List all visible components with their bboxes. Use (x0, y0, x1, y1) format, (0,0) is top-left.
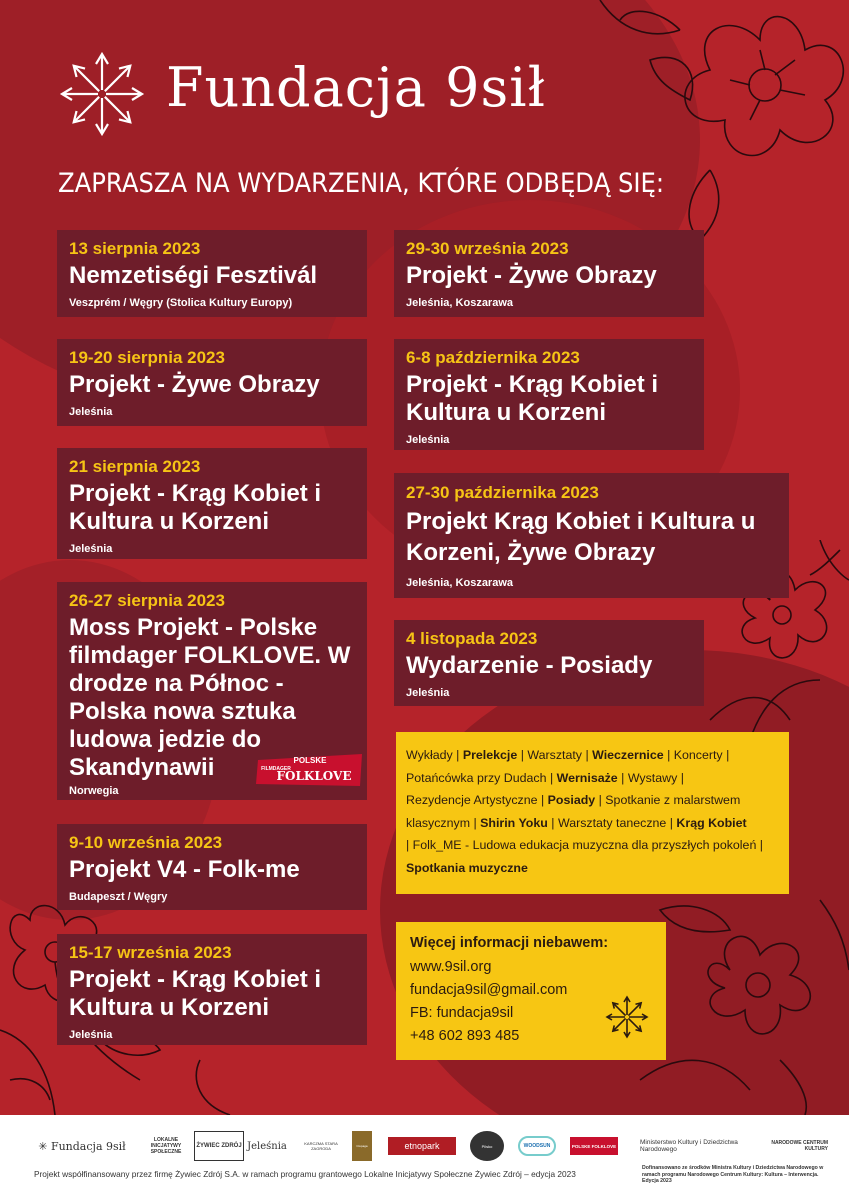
activity-item: Rezydencje Artystyczne (406, 793, 538, 807)
phone-number[interactable]: +48 602 893 485 (410, 1028, 520, 1044)
activity-item: Prelekcje (462, 748, 518, 762)
activity-item: Krąg Kobiet (676, 815, 747, 830)
logo-ciupaga: Ciupaga (352, 1131, 372, 1161)
event-date: 27-30 października 2023 (406, 483, 599, 502)
stamp-line1: POLSKE (293, 756, 327, 765)
folklove-stamp (254, 752, 366, 788)
logo-lokalne-inicjatywy: LOKALNE INICJATYWY SPOŁECZNE (150, 1137, 182, 1155)
event-title: Projekt - Żywe Obrazy (69, 371, 320, 398)
website-link[interactable]: www.9sil.org (410, 959, 492, 975)
event-card (394, 473, 789, 598)
event-title: Moss Projekt - Polske filmdager FOLKLOVE. W drodze na Północ - Polska nowa sztuka ludowa jedzie do Skandynawii (69, 614, 351, 781)
logo-jelesnia: Jeleśnia (247, 1140, 287, 1152)
background-shape (380, 650, 849, 1170)
activity-item: Wernisaże (556, 770, 618, 785)
logo-ministerstwo: Ministerstwo Kultury i Dziedzictwa Narodowego (640, 1139, 738, 1153)
star-icon (604, 994, 650, 1040)
stamp-line2: FILMDAGER (261, 766, 291, 772)
logo-woodsun: WOODSUN (518, 1136, 556, 1156)
event-location: Jeleśnia (69, 543, 113, 555)
event-card (394, 620, 704, 706)
activity-item: Koncerty (673, 748, 723, 762)
event-location: Jeleśnia (406, 434, 450, 446)
logo-karczma: KARCZMA STARA ZAGRODA (304, 1141, 338, 1151)
event-title: Projekt - Żywe Obrazy (406, 262, 657, 289)
event-date: 26-27 sierpnia 2023 (69, 591, 225, 610)
funding-note: Projekt współfinansowany przez firmę Żywiec Zdrój S.A. w ramach programu grantowego Lokalne Inicjatywy Społeczne Żywiec Zdrój – edycja 2023 (34, 1169, 576, 1179)
activity-item: Shirin Yoku (480, 815, 548, 830)
logo-pilsko: Pilsko (470, 1131, 504, 1161)
organization-name: Fundacja 9sił (166, 56, 546, 119)
event-date: 19-20 sierpnia 2023 (69, 348, 225, 367)
logo-nck: NARODOWE CENTRUM KULTURY (771, 1140, 828, 1152)
event-title: Projekt - Krąg Kobiet i Kultura u Korzeni (69, 480, 322, 535)
logo-zywiec-zdroj: ŻYWIEC ZDRÓJ (194, 1131, 244, 1161)
event-location: Budapeszt / Węgry (69, 891, 168, 903)
activity-item: Wieczernice (592, 748, 664, 762)
activity-item: Spotkania muzyczne (406, 860, 528, 875)
event-title: Projekt - Krąg Kobiet i Kultura u Korzeni (406, 371, 659, 426)
event-card (57, 339, 367, 426)
event-card (394, 339, 704, 450)
event-location: Jeleśnia, Koszarawa (406, 577, 514, 589)
event-title: Projekt Krąg Kobiet i Kultura u Korzeni, Żywe Obrazy (406, 508, 756, 566)
event-card (57, 824, 367, 910)
contact-info-box (396, 922, 666, 1060)
event-location: Norwegia (69, 785, 119, 797)
email-link[interactable]: fundacja9sil@gmail.com (410, 982, 568, 998)
event-title: Projekt - Krąg Kobiet i Kultura u Korzeni (69, 966, 322, 1021)
event-title: Wydarzenie - Posiady (406, 652, 653, 679)
event-date: 15-17 września 2023 (69, 943, 232, 962)
event-card (57, 934, 367, 1045)
event-location: Jeleśnia (69, 406, 113, 418)
event-title: Projekt V4 - Folk-me (69, 856, 300, 883)
activity-item: Potańcówka przy Dudach (406, 770, 547, 785)
logo-etnopark: etnopark (388, 1137, 456, 1155)
logo-star-icon (56, 48, 148, 140)
stamp-line3: FOLKLOVE (276, 769, 352, 783)
facebook-link[interactable]: FB: fundacja9sil (410, 1005, 514, 1021)
sponsor-logos (32, 1131, 827, 1165)
event-date: 9-10 września 2023 (69, 833, 223, 852)
event-location: Jeleśnia (69, 1029, 113, 1041)
event-location: Jeleśnia (406, 687, 450, 699)
logo-polske-folklove: POLSKE FOLKLOVE (570, 1137, 618, 1155)
event-date: 29-30 września 2023 (406, 239, 569, 258)
activity-item: Warsztaty (527, 748, 582, 762)
activity-item: Folk_ME - Ludowa edukacja muzyczna dla przyszłych pokoleń (412, 838, 757, 852)
event-date: 21 sierpnia 2023 (69, 457, 201, 476)
event-date: 13 sierpnia 2023 (69, 239, 201, 258)
event-title: Nemzetiségi Fesztivál (69, 262, 318, 289)
event-location: Jeleśnia, Koszarawa (406, 297, 514, 309)
event-card (57, 230, 367, 317)
event-card (57, 448, 367, 559)
event-date: 4 listopada 2023 (406, 629, 538, 648)
event-card (394, 230, 704, 317)
event-location: Veszprém / Węgry (Stolica Kultury Europy) (69, 297, 293, 309)
funding-note-ministry: Dofinansowano ze środków Ministra Kultury i Dziedzictwa Narodowego w ramach programu Narodowego Centrum Kultury: Kultura – Interwencja. Edycja 2023 (642, 1165, 824, 1184)
activity-item: Posiady (547, 793, 596, 807)
logo-fundacja: ✳ Fundacja 9sił (38, 1139, 126, 1153)
activity-item: Wykłady (406, 748, 453, 762)
footer (0, 1115, 849, 1200)
info-heading: Więcej informacji niebawem: (410, 935, 609, 951)
event-date: 6-8 października 2023 (406, 348, 580, 367)
activity-item: Wystawy (627, 770, 678, 785)
activity-item: Spotkanie z malarstwem klasycznym (406, 793, 741, 830)
activity-item: Warsztaty taneczne (557, 815, 667, 830)
activities-box: Wykłady | Prelekcje | Warsztaty | Wieczernice | Koncerty | Potańcówka przy Dudach | Wernisaże | Wystawy | Rezydencje Artystyczne | Posiady | Spotkanie z malarstwem klasycznym | Shirin Yoku | Warsztaty taneczne | Krąg Kobiet | Folk_ME - Ludowa edukacja muzyczna dla przyszłych pokoleń | Spotkania muzyczne (396, 732, 789, 894)
page-subtitle: ZAPRASZA NA WYDARZENIA, KTÓRE ODBĘDĄ SIĘ: (58, 168, 665, 199)
